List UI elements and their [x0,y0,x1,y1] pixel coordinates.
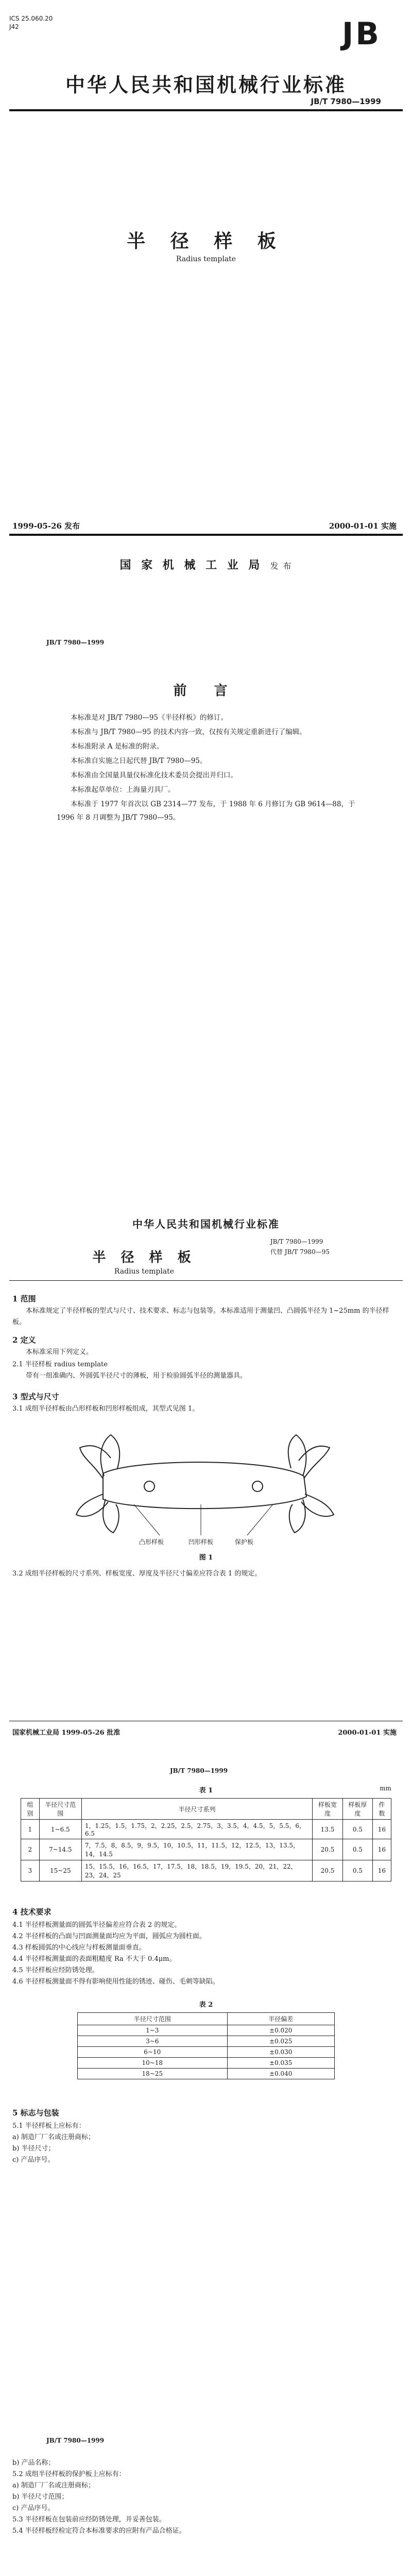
cover-top-rule [9,109,403,111]
table-cell: 10~18 [78,2058,228,2069]
table-cell: 15~25 [39,1860,81,1882]
continuation-item: b) 半径尺寸范围； [12,2493,68,2501]
table-cell: 20.5 [313,1860,343,1882]
table-cell: 3 [21,1860,40,1882]
table-cell: 20.5 [313,1839,343,1860]
table-header-cell: 样板厚度 [342,1799,372,1820]
table-row [21,1820,391,1839]
section-form-text [12,1403,399,1415]
continuation-item: 5.2 成组半径样板的保护板上应标有： [12,2470,126,2478]
table-row [78,2047,335,2058]
definition-term: 2.1 半径样板 radius template [12,1361,108,1368]
replaces-note: 代替 JB/T 7980—95 [270,1248,330,1256]
table-row [78,2036,335,2047]
table-1-unit: mm [380,1785,391,1792]
issuer [0,556,412,572]
table-header-cell: 件数 [372,1799,391,1820]
section-marking-title: 5 标志与包装 [12,2108,59,2117]
foreword-para: 本标准起草单位：上海量刃具厂。 [71,786,175,794]
rivet [252,1481,263,1492]
ics-code: ICS 25.060.20 [9,15,53,22]
table-cell: ±0.025 [227,2036,335,2047]
leader-line [247,1504,273,1535]
foreword-runhead: JB/T 7980—1999 [46,639,105,646]
cover-classification [9,14,53,31]
figure-1-radius-template-set [72,1427,340,1546]
table-cell: 1，1.25，1.5，1.75，2，2.25，2.5，2.75，3，3.5，4，4.5，5，5.5，6，6.5 [81,1820,312,1839]
table-header-cell: 半径尺寸系列 [81,1799,312,1820]
foreword-para: 本标准与 JB/T 7980—95 的技术内容一致，仅按有关规定重新进行了编辑。 [71,728,306,736]
continuation-page [0,2421,412,2576]
table-2 [77,2012,335,2079]
continuation-runhead: JB/T 7980—1999 [46,2437,105,2444]
table-cell: 2 [21,1839,40,1860]
issuer-action: 发 布 [270,561,293,571]
body-standard-number: JB/T 7980—1999 [270,1238,323,1245]
section-form-title: 3 型式与尺寸 [12,1392,59,1401]
template-blade [101,1435,120,1476]
body-title-en: Radius template [114,1267,175,1276]
requirement-item: 4.3 样板圆弧的中心线应与样板测量面垂直。 [12,1944,146,1952]
body-title: 半 径 样 板 [92,1250,196,1265]
table-row [21,1839,391,1860]
jb-logo: JB [341,16,381,52]
foreword-para: 本标准是对 JB/T 7980—95《半径样板》的修订。 [71,714,228,722]
table-header-row [78,2013,335,2025]
section-scope-text [12,1306,399,1328]
marking-item: c) 产品序号。 [12,2156,55,2164]
table-cell: 16 [372,1860,391,1882]
table-row [21,1860,391,1882]
table-cell: 1~3 [78,2025,228,2036]
body-header: 中华人民共和国机械行业标准 [132,1218,280,1230]
foreword-title: 前 言 [173,683,239,699]
issue-date: 1999-05-26 发布 [12,521,80,531]
body-meta [270,1236,330,1257]
table-cell: 1~6.5 [39,1820,81,1839]
table-cell: ±0.030 [227,2047,335,2058]
table-cell: ±0.040 [227,2069,335,2079]
table-cell: 0.5 [342,1839,372,1860]
foreword-para: 本标准自实施之日起代替 JB/T 7980—95。 [71,757,207,765]
requirement-item: 4.5 半径样板应经防锈处理。 [12,1967,99,1974]
approval-note: 国家机械工业局 1999-05-26 批准 [12,1729,121,1737]
leader-line [134,1504,160,1535]
table-cell: 7~14.5 [39,1839,81,1860]
table-header-cell: 半径尺寸范围 [39,1799,81,1820]
definition-body: 带有一组准确内、外圆弧半径尺寸的薄板，用于检验圆弧半径的测量器具。 [26,1372,247,1380]
body-rule [9,1280,403,1281]
foreword-para: 本标准附录 A 是标准的附录。 [71,742,164,751]
issuer-name: 国 家 机 械 工 业 局 [119,558,263,572]
document-title-en: Radius template [176,255,236,263]
table-header-cell: 组别 [21,1799,40,1820]
table-1-title: 表 1 [199,1787,213,1794]
standard-number: JB/T 7980—1999 [311,97,381,106]
table-header-cell: 半径尺寸范围 [78,2013,228,2025]
form-clause: 3.1 成组半径样板由凸形样板和凹形样板组成，其型式见图 1。 [12,1405,199,1413]
section-definition-title: 2 定义 [12,1335,36,1345]
table-row [78,2069,335,2079]
continuation-item: a) 制造厂厂名或注册商标； [12,2482,95,2489]
continuation-item: b) 产品名称； [12,2459,55,2467]
figure-label-concave: 凹形样板 [188,1538,214,1546]
section-form-table-ref [12,1568,399,1580]
foreword-para: 本标准于 1977 年首次以 GB 2314—77 发布，于 1988 年 6 月修订为 GB 9614—88，于 1996 年 8 月调整为 JB/T 7980—95。 [57,800,355,822]
table-cell: 7，7.5，8，8.5，9，9.5，10，10.5，11，11.5，12，12.5，13，13.5，14，14.5 [81,1839,312,1860]
figure-label-convex: 凸形样板 [139,1538,164,1546]
continuation-item: 5.4 半径样板经检定符合本标准要求的应附有产品合格证。 [12,2527,186,2535]
foreword-para: 本标准由全国量具量仪标准化技术委员会提出并归口。 [71,771,237,779]
section-marking-text [12,2121,399,2166]
table-2-title: 表 2 [199,2001,213,2009]
table-cell: 3~6 [78,2036,228,2047]
marking-item: b) 半径尺寸； [12,2145,55,2153]
implementation-date: 2000-01-01 实施 [329,521,397,531]
cover-bottom-rule [9,534,403,536]
rivet [144,1481,154,1492]
definition-intro: 本标准采用下列定义。 [26,1348,93,1356]
foreword-page [0,608,412,1185]
table-header-row [21,1799,391,1820]
table-cell: 1 [21,1820,40,1839]
figure-label-guard: 保护板 [235,1538,254,1546]
cover-page [0,0,412,608]
scope-text: 本标准规定了半径样板的型式与尺寸、技术要求、标志与包装等。本标准适用于测量凹、凸圆弧半径为 1~25mm 的半径样板。 [12,1307,389,1326]
template-blade [301,1494,334,1516]
section-requirements-text [12,1920,399,1988]
requirement-item: 4.2 半径样板的凸面与凹面测量面均应为平面，圆弧应为圆柱面。 [12,1933,206,1940]
holder-plate [103,1462,306,1509]
table-cell: 18~25 [78,2069,228,2079]
table-header-cell: 样板宽度 [313,1799,343,1820]
table-1 [21,1798,391,1882]
table-cell: 16 [372,1820,391,1839]
marking-item: a) 制造厂厂名或注册商标； [12,2133,95,2141]
table-cell: 0.5 [342,1860,372,1882]
ccs-code: J42 [9,23,19,30]
requirement-item: 4.6 半径样板测量面不得有影响使用性能的锈迹、碰伤、毛刺等缺陷。 [12,1978,219,1986]
implementation-note: 2000-01-01 实施 [338,1729,397,1737]
continuation-text [12,2458,399,2537]
section-scope-title: 1 范围 [12,1294,36,1303]
foreword-body [57,711,366,825]
marking-item: 5.1 半径样板上应标有： [12,2122,85,2130]
table-row [78,2058,335,2069]
template-blade [80,1446,111,1479]
table-cell: 13.5 [313,1820,343,1839]
table-reference-clause: 3.2 成组半径样板的尺寸系列、样板宽度、厚度及半径尺寸偏差应符合表 1 的规定。 [12,1570,262,1578]
table-cell: 0.5 [342,1820,372,1839]
table-cell: 6~10 [78,2047,228,2058]
template-blade [103,1499,119,1533]
figure-1-caption: 图 1 [199,1554,213,1562]
table-cell: ±0.020 [227,2025,335,2036]
table-page-runhead: JB/T 7980—1999 [170,1767,228,1774]
standard-body-page [0,1185,412,1752]
requirement-item: 4.4 半径样板测量面的表面粗糙度 Ra 不大于 0.4μm。 [12,1955,176,1963]
requirement-item: 4.1 半径样板测量面的圆弧半径偏差应符合表 2 的规定。 [12,1921,181,1929]
section-requirements-title: 4 技术要求 [12,1907,52,1917]
continuation-item: c) 产品序号。 [12,2504,55,2512]
standard-title: 中华人民共和国机械行业标准 [65,74,347,96]
section-definition-text [12,1347,399,1382]
table-cell: ±0.035 [227,2058,335,2069]
table-cell: 16 [372,1839,391,1860]
table-row [78,2025,335,2036]
table-page [0,1752,412,2421]
table-cell: 15，15.5，16，16.5，17，17.5，18，18.5，19，19.5，20，21，22，23，24，25 [81,1860,312,1882]
document-title: 半 径 样 板 [127,230,285,252]
table-header-cell: 半径偏差 [227,2013,335,2025]
continuation-item: 5.3 半径样板在包装前应经防锈处理，并妥善包装。 [12,2516,166,2523]
